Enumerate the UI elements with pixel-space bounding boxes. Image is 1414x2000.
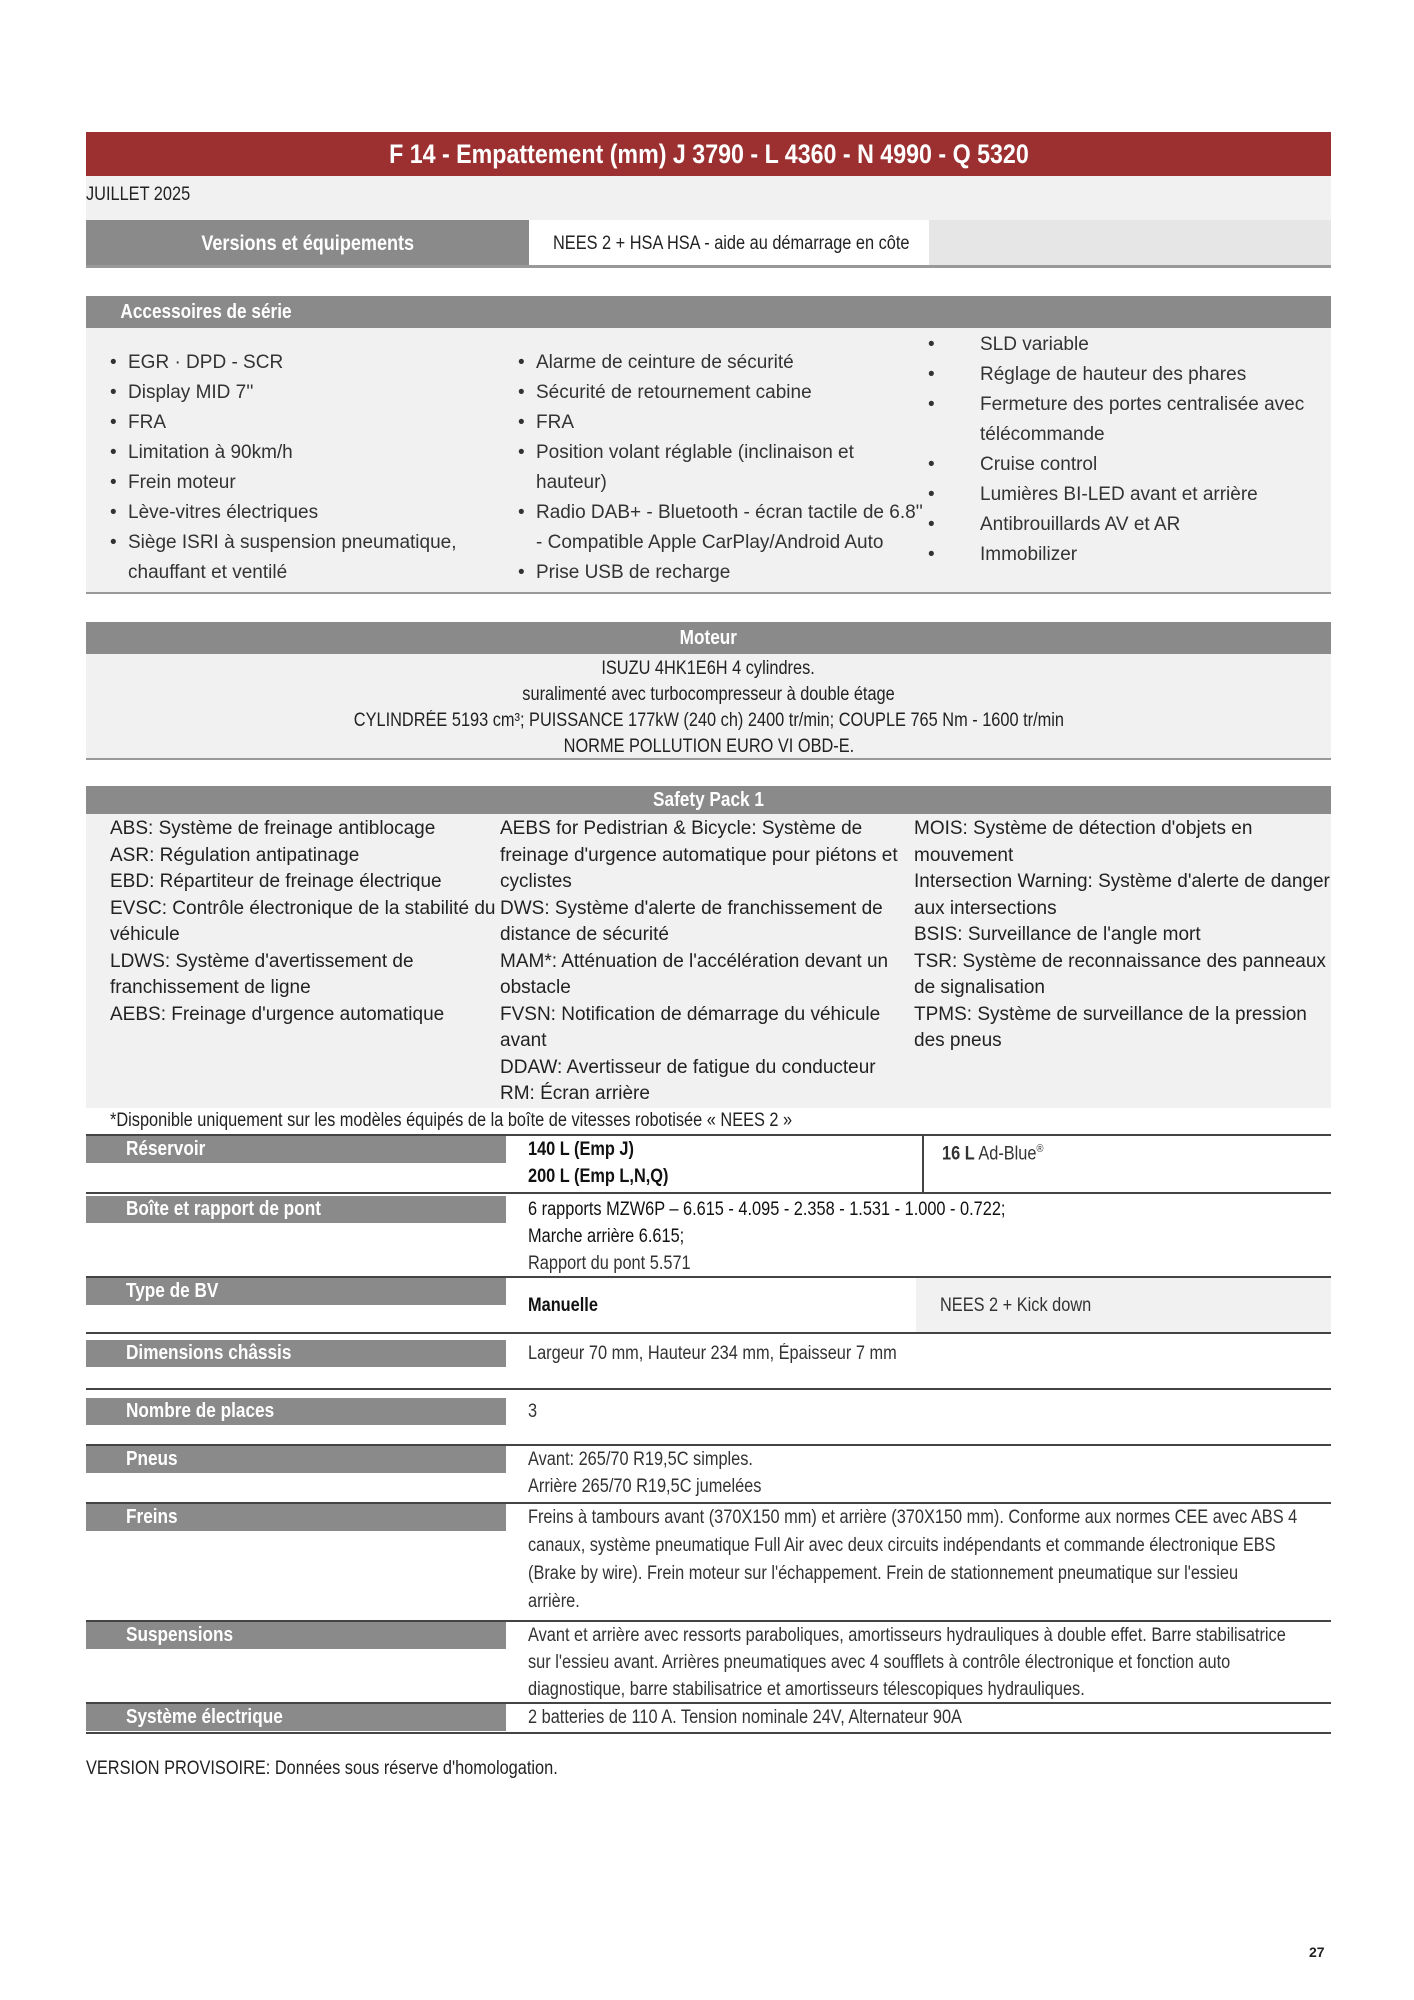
spec-label-places-text: Nombre de places bbox=[86, 1398, 506, 1425]
safety-item: ABS: Système de freinage antiblocage bbox=[110, 818, 436, 839]
motor-body bbox=[86, 654, 1331, 760]
safety-col-3 bbox=[914, 816, 1331, 1108]
accessory-item: • FRA bbox=[518, 408, 928, 438]
spec-pneus bbox=[86, 1446, 1331, 1502]
spec-label-reservoir bbox=[86, 1136, 506, 1192]
versions-label bbox=[86, 220, 529, 265]
accessories-list-1 bbox=[110, 348, 518, 588]
safety-item: DDAW: Avertisseur de fatigue du conducteur bbox=[500, 1056, 876, 1078]
spec-label-reservoir-text: Réservoir bbox=[86, 1136, 506, 1163]
safety-item: LDWS: Système d'avertissement de franchissement de ligne bbox=[110, 950, 414, 998]
spacer bbox=[86, 268, 1331, 296]
motor-header bbox=[86, 622, 1331, 654]
spec-places bbox=[86, 1390, 1331, 1446]
spec-label-boite-text: Boîte et rapport de pont bbox=[86, 1196, 506, 1223]
accessories-list-3 bbox=[928, 330, 1331, 570]
safety-header bbox=[86, 786, 1331, 814]
safety-item: DWS: Système d'alerte de franchissement de distance de sécurité bbox=[500, 897, 883, 945]
accessory-item: • EGR · DPD - SCR bbox=[110, 348, 518, 378]
type-bv-nees: NEES 2 + Kick down bbox=[940, 1294, 1092, 1316]
adblue-mark: ® bbox=[1036, 1142, 1044, 1155]
accessory-item: • Position volant réglable (inclinaison et hauteur) bbox=[518, 438, 928, 498]
safety-item: EVSC: Contrôle électronique de la stabilité du véhicule bbox=[110, 897, 496, 945]
versions-label-text: Versions et équipements bbox=[201, 232, 414, 255]
safety-item: Intersection Warning: Système d'alerte de danger aux intersections bbox=[914, 871, 1330, 919]
spec-freins bbox=[86, 1502, 1331, 1622]
accessories-header-text: Accessoires de série bbox=[120, 301, 292, 323]
provisional-note-text: VERSION PROVISOIRE: Données sous réserve d'homologation. bbox=[86, 1757, 558, 1779]
accessory-item: • Siège ISRI à suspension pneumatique, chauffant et ventilé bbox=[110, 528, 518, 588]
safety-item: MOIS: Système de détection d'objets en mouvement bbox=[914, 818, 1253, 866]
page-title-text: F 14 - Empattement (mm) J 3790 - L 4360 - N 4990 - Q 5320 bbox=[388, 139, 1029, 169]
accessory-item: • Sécurité de retournement cabine bbox=[518, 378, 928, 408]
spec-label-dimensions-text: Dimensions châssis bbox=[86, 1340, 506, 1367]
accessory-item: • Immobilizer bbox=[928, 540, 1331, 570]
safety-item: TSR: Système de reconnaissance des panneaux de signalisation bbox=[914, 950, 1326, 998]
boite-line-3: Rapport du pont 5.571 bbox=[528, 1252, 691, 1274]
safety-item: EBD: Répartiteur de freinage électrique bbox=[110, 871, 442, 892]
spec-value-dimensions bbox=[506, 1340, 957, 1388]
freins-line: Freins à tambours avant (370X150 mm) et arrière (370X150 mm). Conforme aux normes CEE avec ABS 4 bbox=[528, 1506, 1298, 1528]
versions-fill bbox=[929, 220, 1331, 265]
accessory-item: • Antibrouillards AV et AR bbox=[928, 510, 1331, 540]
accessory-item: • Frein moteur bbox=[110, 468, 518, 498]
electrique-value: 2 batteries de 110 A. Tension nominale 24V, Alternateur 90A bbox=[528, 1706, 962, 1728]
accessory-item: • SLD variable bbox=[928, 330, 1331, 360]
spec-dimensions bbox=[86, 1334, 1331, 1390]
safety-item: BSIS: Surveillance de l'angle mort bbox=[914, 924, 1201, 945]
freins-line: canaux, système pneumatique Full Air avec deux circuits indépendants et commande électronique EBS bbox=[528, 1534, 1276, 1556]
spec-value-boite bbox=[506, 1194, 1083, 1276]
spec-value-adblue bbox=[924, 1136, 1060, 1192]
spec-value-places bbox=[506, 1398, 539, 1444]
spec-label-boite bbox=[86, 1194, 506, 1276]
safety-item: ASR: Régulation antipatinage bbox=[110, 844, 360, 866]
date-row bbox=[86, 176, 1331, 220]
spec-value-type-bv-1 bbox=[506, 1278, 916, 1332]
spec-value-suspensions bbox=[506, 1622, 1409, 1702]
spec-label-freins-text: Freins bbox=[86, 1504, 506, 1531]
pneus-line-2: Arrière 265/70 R19,5C jumelées bbox=[528, 1475, 762, 1497]
spec-electrique bbox=[86, 1704, 1331, 1734]
spec-boite bbox=[86, 1194, 1331, 1278]
suspensions-line: Avant et arrière avec ressorts paraboliques, amortisseurs hydrauliques à double effet. Barre stabilisatrice bbox=[528, 1624, 1286, 1646]
accessories-col-2 bbox=[518, 344, 928, 592]
accessory-item: • Limitation à 90km/h bbox=[110, 438, 518, 468]
page-number: 27 bbox=[1309, 1944, 1325, 1960]
accessory-item: • Radio DAB+ - Bluetooth - écran tactile de 6.8'' - Compatible Apple CarPlay/Android Auto bbox=[518, 498, 928, 558]
safety-footnote-text: *Disponible uniquement sur les modèles équipés de la boîte de vitesses robotisée « NEES 2 » bbox=[110, 1109, 793, 1131]
safety-col-2 bbox=[500, 816, 914, 1108]
safety-item: FVSN: Notification de démarrage du véhicule avant bbox=[500, 1003, 881, 1051]
places-value: 3 bbox=[528, 1400, 538, 1422]
spacer bbox=[86, 594, 1331, 622]
accessory-item: • Lumières BI-LED avant et arrière bbox=[928, 480, 1331, 510]
accessories-list-2 bbox=[518, 348, 928, 588]
spec-reservoir bbox=[86, 1136, 1331, 1194]
spec-label-electrique bbox=[86, 1704, 506, 1732]
accessory-item: • Prise USB de recharge bbox=[518, 558, 928, 588]
spec-label-places bbox=[86, 1398, 506, 1444]
motor-line: suralimenté avec turbocompresseur à double étage bbox=[522, 684, 895, 705]
boite-line-1: 6 rapports MZW6P – 6.615 - 4.095 - 2.358 - 1.531 - 1.000 - 0.722; bbox=[528, 1198, 1006, 1220]
safety-footnote bbox=[86, 1108, 1331, 1136]
versions-value bbox=[529, 220, 929, 265]
safety-col-1 bbox=[86, 816, 500, 1108]
versions-value-text: NEES 2 + HSA HSA - aide au démarrage en côte bbox=[553, 233, 910, 254]
spec-sheet bbox=[86, 132, 1331, 1782]
type-bv-manuelle: Manuelle bbox=[528, 1294, 598, 1316]
safety-item: AEBS: Freinage d'urgence automatique bbox=[110, 1003, 445, 1025]
motor-line: CYLINDRÉE 5193 cm³; PUISSANCE 177kW (240 ch) 2400 tr/min; COUPLE 765 Nm - 1600 tr/min bbox=[353, 710, 1064, 731]
accessory-item: • Lève-vitres électriques bbox=[110, 498, 518, 528]
accessories-body bbox=[86, 328, 1331, 594]
spec-value-electrique bbox=[506, 1704, 1033, 1732]
motor-line: ISUZU 4HK1E6H 4 cylindres. bbox=[601, 658, 816, 679]
suspensions-line: sur l'essieu avant. Arrières pneumatiques avec 4 soufflets à contrôle électronique et fonction auto bbox=[528, 1651, 1231, 1673]
reservoir-line-1: 140 L (Emp J) bbox=[528, 1138, 634, 1160]
spec-label-suspensions bbox=[86, 1622, 506, 1702]
adblue-qty: 16 L bbox=[942, 1142, 975, 1164]
spec-label-pneus-text: Pneus bbox=[86, 1446, 506, 1473]
safety-body bbox=[86, 814, 1331, 1108]
accessory-item: • FRA bbox=[110, 408, 518, 438]
date-text: JUILLET 2025 bbox=[86, 184, 191, 205]
suspensions-line: diagnostique, barre stabilisatrice et amortisseurs télescopiques hydrauliques. bbox=[528, 1678, 1085, 1700]
safety-header-text: Safety Pack 1 bbox=[653, 789, 764, 811]
spec-label-dimensions bbox=[86, 1340, 506, 1388]
boite-line-2: Marche arrière 6.615; bbox=[528, 1225, 685, 1247]
spec-label-pneus bbox=[86, 1446, 506, 1502]
spec-suspensions bbox=[86, 1622, 1331, 1704]
accessories-col-3 bbox=[928, 330, 1331, 592]
accessory-item: • Fermeture des portes centralisée avec télécommande bbox=[928, 390, 1331, 450]
spec-label-suspensions-text: Suspensions bbox=[86, 1622, 506, 1649]
accessory-item: • Display MID 7'' bbox=[110, 378, 518, 408]
motor-line: NORME POLLUTION EURO VI OBD-E. bbox=[563, 736, 854, 757]
adblue-name: Ad-Blue bbox=[978, 1142, 1037, 1164]
safety-item: AEBS for Pedistrian & Bicycle: Système de freinage d'urgence automatique pour piétons et cyclistes bbox=[500, 818, 898, 892]
freins-line: arrière. bbox=[528, 1590, 580, 1612]
spec-label-electrique-text: Système électrique bbox=[86, 1704, 506, 1731]
accessory-item: • Réglage de hauteur des phares bbox=[928, 360, 1331, 390]
accessory-item: • Cruise control bbox=[928, 450, 1331, 480]
spec-type-bv bbox=[86, 1278, 1331, 1334]
accessories-col-1 bbox=[86, 344, 518, 592]
accessories-header bbox=[86, 296, 1331, 328]
spec-value-pneus bbox=[506, 1446, 799, 1502]
accessory-item: • Alarme de ceinture de sécurité bbox=[518, 348, 928, 378]
motor-header-text: Moteur bbox=[679, 627, 738, 649]
page-title bbox=[86, 132, 1331, 176]
safety-item: TPMS: Système de surveillance de la pression des pneus bbox=[914, 1003, 1307, 1051]
spec-label-type-bv-text: Type de BV bbox=[86, 1278, 506, 1305]
spec-label-freins bbox=[86, 1504, 506, 1620]
freins-line: (Brake by wire). Frein moteur sur l'échappement. Frein de stationnement pneumatique sur l'essieu bbox=[528, 1562, 1239, 1584]
dimensions-value: Largeur 70 mm, Hauteur 234 mm, Épaisseur 7 mm bbox=[528, 1342, 897, 1364]
versions-row bbox=[86, 220, 1331, 268]
spec-value-type-bv-2 bbox=[916, 1278, 1331, 1332]
spec-value-freins bbox=[506, 1504, 1414, 1620]
provisional-note bbox=[86, 1756, 1331, 1782]
safety-item: MAM*: Atténuation de l'accélération devant un obstacle bbox=[500, 950, 889, 998]
spec-value-reservoir bbox=[506, 1136, 924, 1192]
pneus-line-1: Avant: 265/70 R19,5C simples. bbox=[528, 1448, 753, 1470]
reservoir-line-2: 200 L (Emp L,N,Q) bbox=[528, 1165, 669, 1187]
spacer bbox=[86, 760, 1331, 786]
spec-label-type-bv bbox=[86, 1278, 506, 1332]
safety-item: RM: Écran arrière bbox=[500, 1083, 650, 1104]
